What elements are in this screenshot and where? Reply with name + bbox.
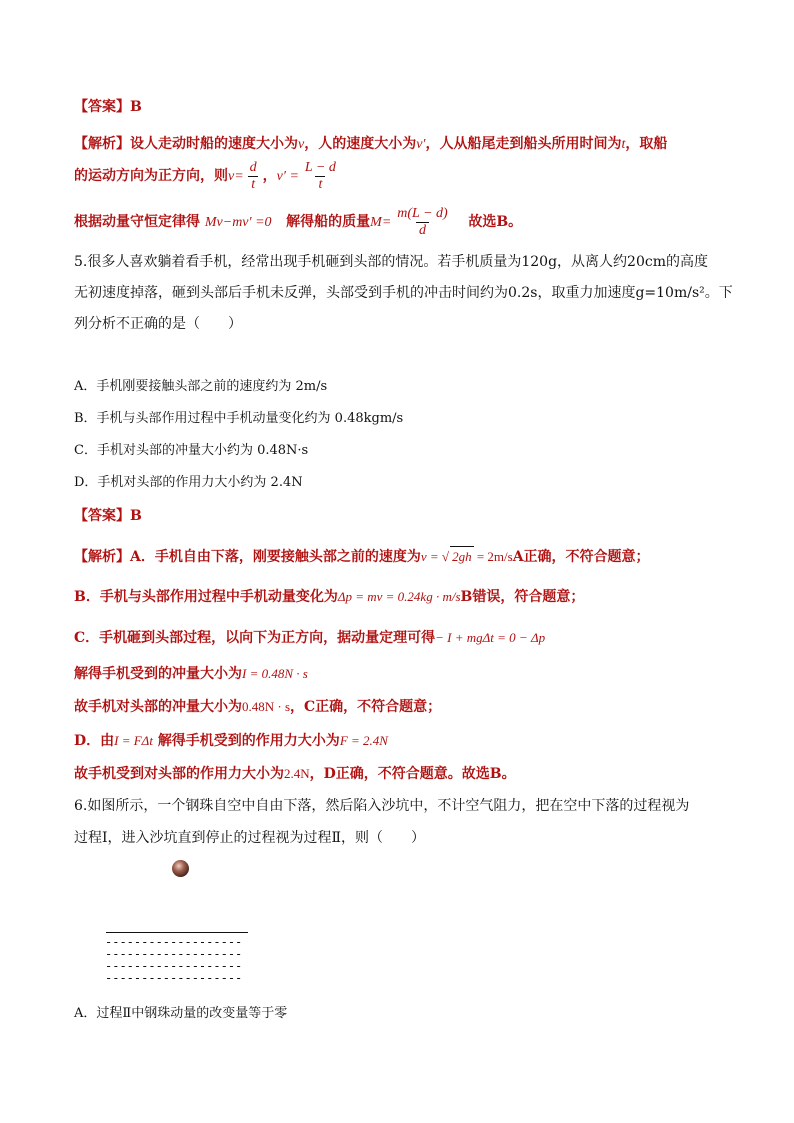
option-a: A．手机刚要接触头部之前的速度约为 2m/s bbox=[74, 379, 328, 394]
answer-value: B bbox=[130, 99, 142, 115]
fraction-mass: $\frac{m(L - d)}{d}$ bbox=[397, 205, 448, 238]
answer-line-1 bbox=[74, 97, 142, 117]
question-5-line-3: 列分析不正确的是（ ） bbox=[74, 316, 242, 332]
option-d: D．手机对头部的作用力大小约为 2.4N bbox=[74, 475, 303, 490]
question-6-line-1: 6.如图所示，一个钢珠自空中自由下落，然后陷入沙坑中，不计空气阻力，把在空中下落的过程视为 bbox=[74, 798, 690, 814]
question-6-option-a: A．过程Ⅱ中钢珠动量的改变量等于零 bbox=[74, 1006, 288, 1021]
analysis-c: C．手机砸到头部过程，以向下为正方向，据动量定理可得− I + mgΔt = 0 − Δp bbox=[74, 630, 546, 646]
question-5-line-2: 无初速度掉落，砸到头部后手机未反弹，头部受到手机的冲击时间约为0.2s，取重力加速度g=10m/s²。下 bbox=[74, 285, 733, 301]
analysis-c2: 解得手机受到的冲量大小为I = 0.48N · s bbox=[74, 666, 308, 682]
answer-line-2 bbox=[74, 506, 142, 526]
fraction-d-over-t: $\frac{d}{t}$ bbox=[249, 159, 257, 192]
question-5-line-1: 5.很多人喜欢躺着看手机，经常出现手机砸到头部的情况。若手机质量为120g，从离人约20cm的高度 bbox=[74, 254, 708, 270]
analysis-c3: 故手机对头部的冲量大小为0.48N · s，C正确，不符合题意； bbox=[74, 699, 442, 715]
option-b: B．手机与头部作用过程中手机动量变化约为 0.48kgm/s bbox=[74, 411, 404, 426]
analysis-d2: 故手机受到对头部的作用力大小为2.4N，D正确，不符合题意。故选B。 bbox=[74, 766, 516, 782]
analysis-b: B．手机与头部作用过程中手机动量变化为Δp = mv = 0.24kg · m/sB错误，符合题意； bbox=[74, 589, 585, 605]
analysis-d: D．由I = FΔt 解得手机受到的作用力大小为F = 2.4N bbox=[74, 733, 388, 749]
analysis-a: 【解析】A．手机自由下落，刚要接触头部之前的速度为v = √ 2gh = 2m/sA正确，不符合题意； bbox=[74, 546, 650, 567]
answer-value: B bbox=[130, 508, 142, 524]
fraction-l-minus-d-over-t: $\frac{L - d}{t}$ bbox=[304, 159, 336, 192]
answer-label: 【答案】 bbox=[74, 99, 130, 115]
question-6-line-2: 过程Ⅰ，进入沙坑直到停止的过程视为过程Ⅱ，则（ ） bbox=[74, 830, 426, 846]
analysis-line-3: 根据动量守恒定律得 Mv−mv′ =0 解得船的质量M= $\frac{m(L - d)}{d}$ 故选B。 bbox=[74, 205, 523, 238]
option-c: C．手机对头部的冲量大小约为 0.48N·s bbox=[74, 443, 309, 458]
sand-pit: ------------------- ------------------- ------------------- ------------------- bbox=[105, 935, 243, 985]
steel-ball bbox=[172, 860, 189, 877]
analysis-label: 【解析】 bbox=[74, 136, 130, 152]
analysis-line-1: 【解析】设人走动时船的速度大小为v，人的速度大小为v′，人从船尾走到船头所用时间为t，取船 bbox=[74, 136, 668, 152]
answer-label: 【答案】 bbox=[74, 508, 130, 524]
analysis-line-2: 的运动方向为正方向，则v= $\frac{d}{t}$ ，v′ = $\frac{L - d}{t}$ bbox=[74, 158, 342, 195]
